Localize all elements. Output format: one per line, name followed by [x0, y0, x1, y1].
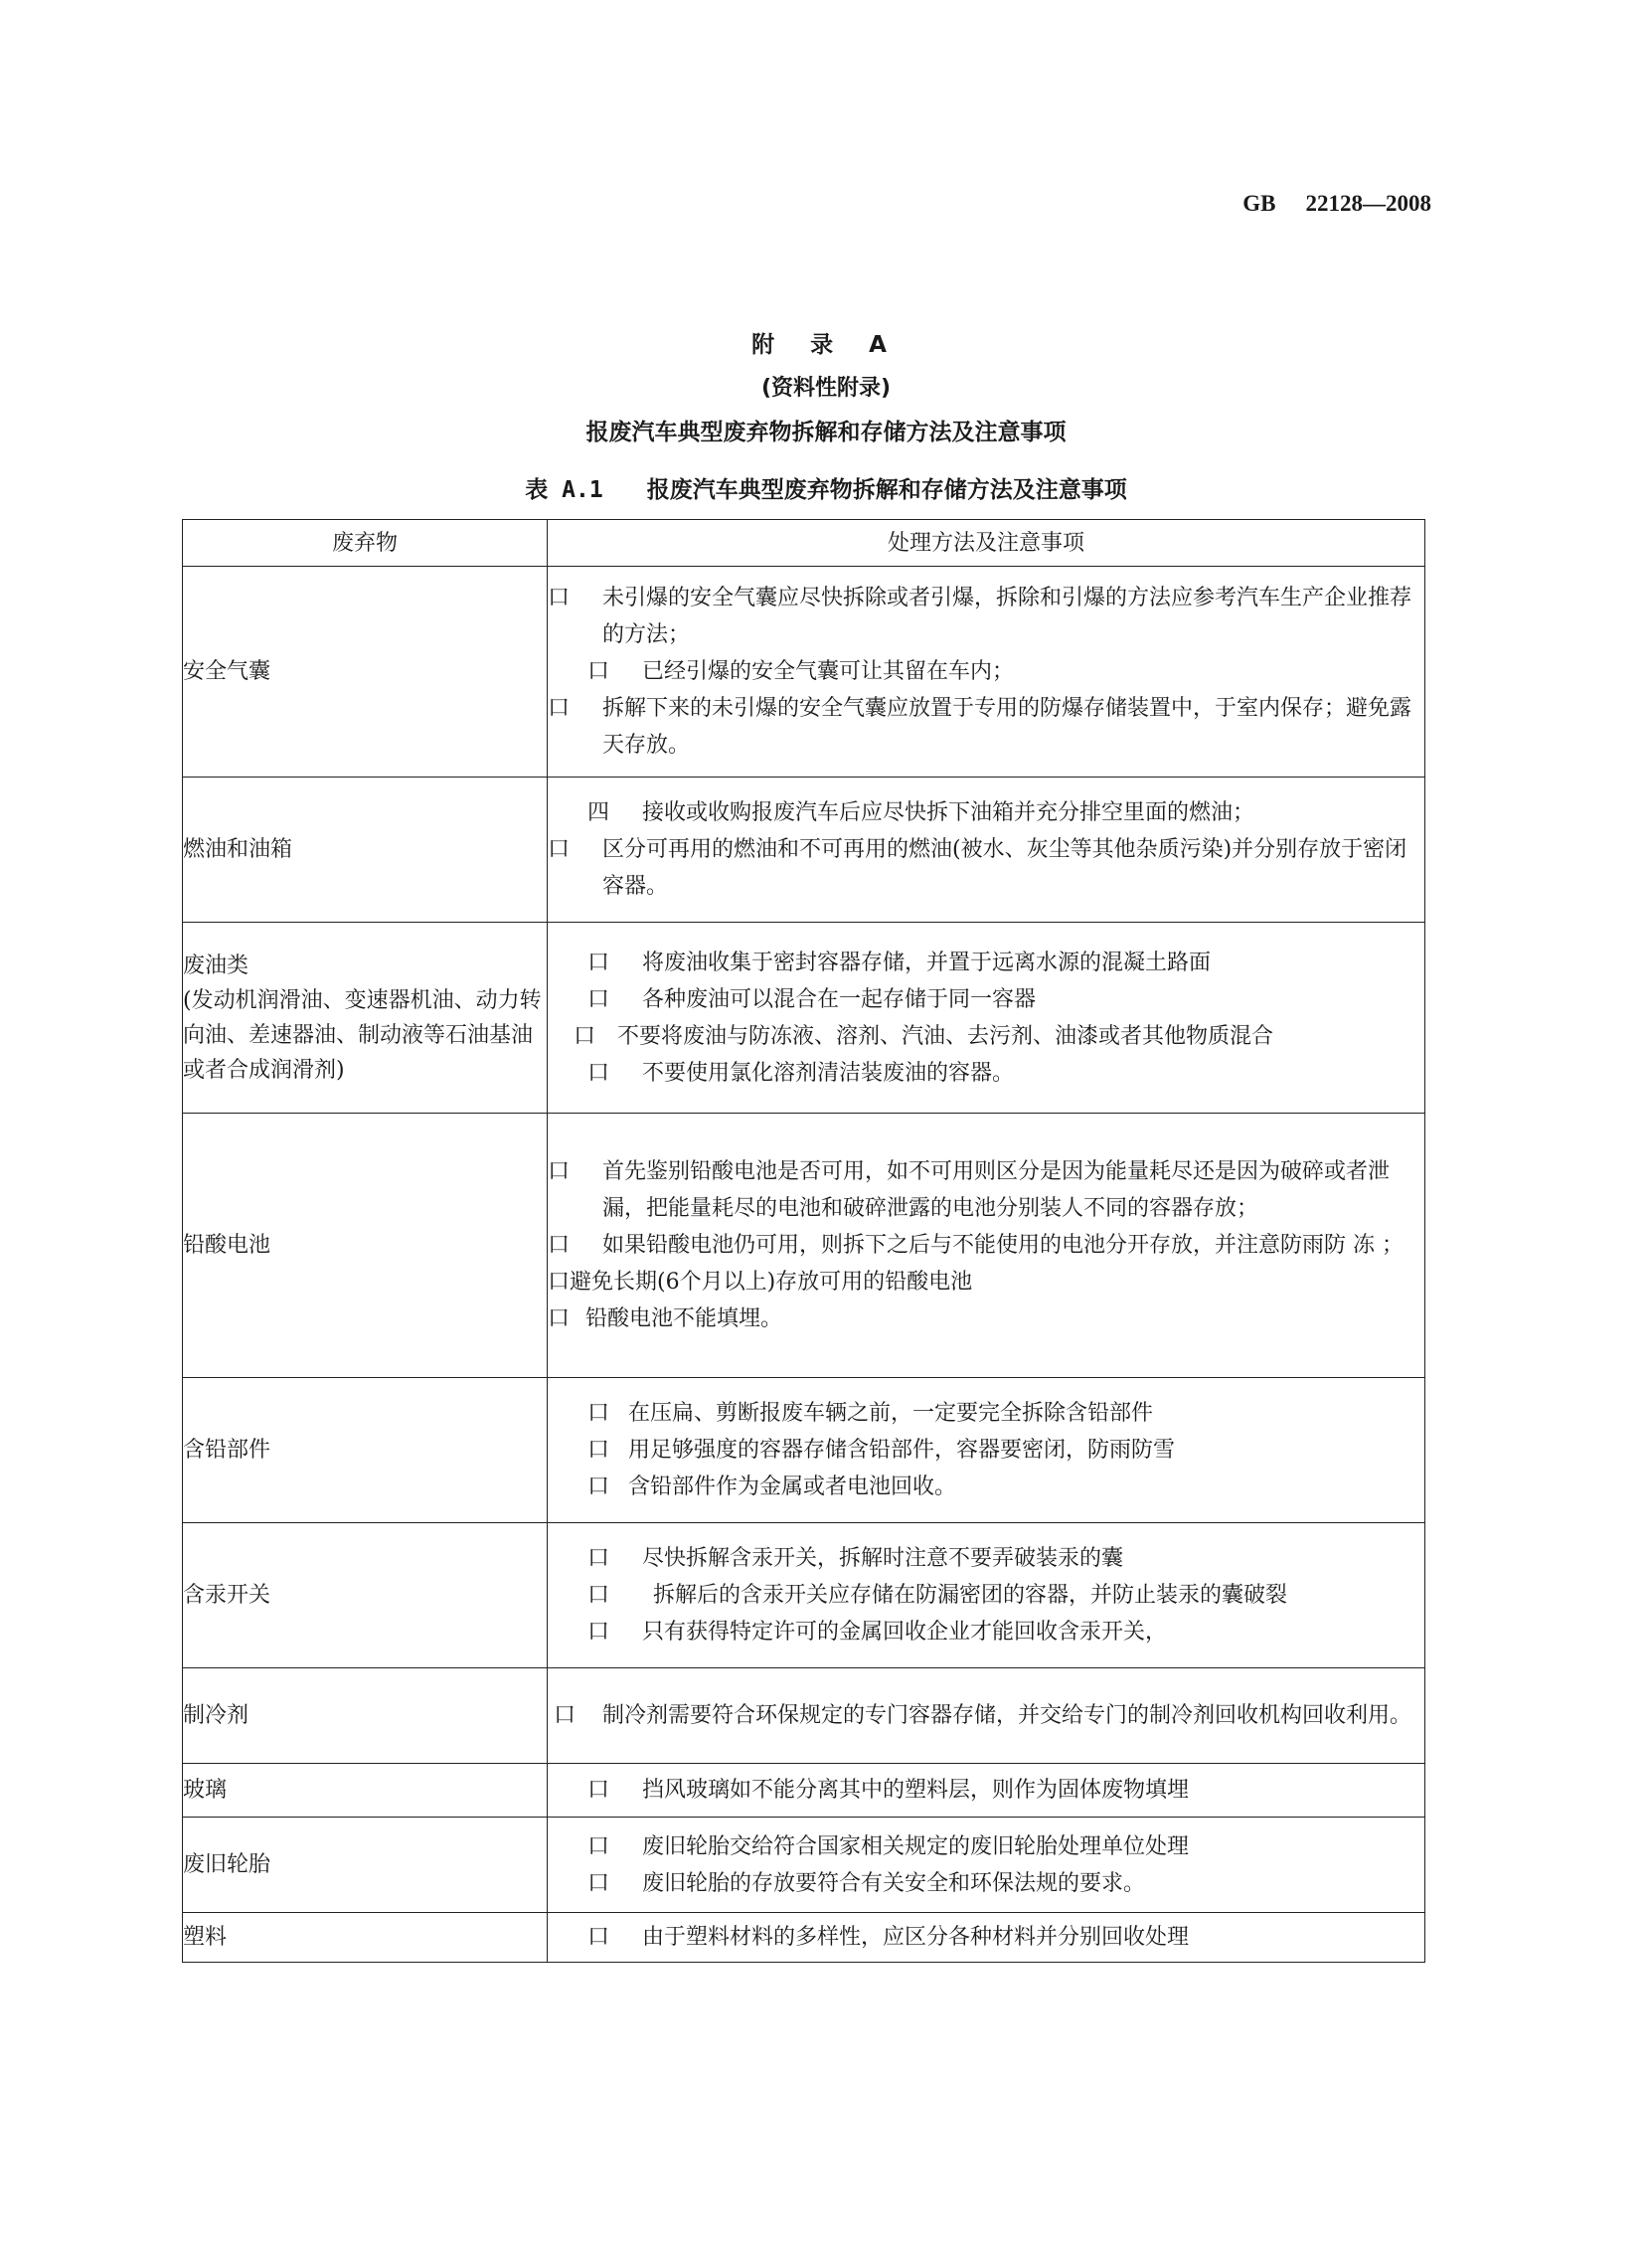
item-text: 首先鉴别铅酸电池是否可用，如不可用则区分是因为能量耗尽还是因为破碎或者泄漏，把能量耗尽的电池和破碎泄露的电池分别装人不同的容器存放；: [602, 1159, 1391, 1221]
waste-cell: 玻璃: [183, 1764, 548, 1818]
item-text: 各种废油可以混合在一起存储于同一容器: [642, 986, 1037, 1012]
method-cell: [548, 1913, 1425, 1963]
method-cell: [548, 1668, 1425, 1764]
method-cell: [548, 923, 1425, 1114]
table-row: [183, 1523, 1425, 1668]
list-item: [548, 945, 1424, 981]
table-row: [183, 1913, 1425, 1963]
list-item: [548, 1919, 1424, 1956]
item-text: 含铅部件作为金属或者电池回收。: [628, 1474, 957, 1499]
item-text: 挡风玻璃如不能分离其中的塑料层，则作为固体废物填埋: [642, 1778, 1190, 1803]
checkbox-glyph: 口: [548, 696, 571, 721]
table-header-row: [183, 520, 1425, 567]
method-cell: [548, 1114, 1425, 1378]
checkbox-glyph: 口: [587, 1060, 610, 1086]
list-item: [548, 831, 1424, 905]
checkbox-glyph: 口: [548, 837, 571, 862]
waste-cell: 含汞开关: [183, 1523, 548, 1668]
list-item: [548, 580, 1424, 653]
checkbox-glyph: 口: [574, 1023, 596, 1049]
checkbox-glyph: 口: [587, 950, 610, 975]
item-text: 废旧轮胎交给符合国家相关规定的废旧轮胎处理单位处理: [642, 1833, 1190, 1859]
item-text: 不要使用氯化溶剂清洁装废油的容器。: [642, 1060, 1015, 1086]
appendix-titles: [0, 323, 1652, 454]
table-row: [183, 567, 1425, 778]
list-item: [548, 690, 1424, 764]
list-item: [548, 1577, 1424, 1614]
item-text: 不要将废油与防冻液、溶剂、汽油、去污剂、油漆或者其他物质混合: [617, 1023, 1274, 1049]
checkbox-glyph: 口: [587, 1583, 610, 1608]
checkbox-glyph: 口: [554, 1703, 577, 1728]
waste-cell: 铅酸电池: [183, 1114, 548, 1378]
checkbox-glyph: 口: [548, 1159, 571, 1184]
item-text: 区分可再用的燃油和不可再用的燃油(被水、灰尘等其他杂质污染)并分别存放于密闭容器。: [602, 837, 1407, 899]
item-text: 已经引爆的安全气囊可让其留在车内；: [642, 659, 1015, 684]
list-item: [548, 1395, 1424, 1432]
checkbox-glyph: 口: [587, 1620, 610, 1645]
checkbox-glyph: 口: [587, 1546, 610, 1571]
waste-cell: 制冷剂: [183, 1668, 548, 1764]
list-item: [548, 1772, 1424, 1809]
item-text: 用足够强度的容器存储含铅部件，容器要密闭，防雨防雪: [628, 1438, 1176, 1463]
waste-cell: 含铅部件: [183, 1378, 548, 1523]
item-text: 在压扁、剪断报废车辆之前，一定要完全拆除含铅部件: [628, 1401, 1154, 1426]
table-row: [183, 1764, 1425, 1818]
waste-cell: 废旧轮胎: [183, 1818, 548, 1913]
standard-prefix: GB: [1242, 191, 1276, 216]
method-cell: [548, 567, 1425, 778]
list-item: [548, 1153, 1424, 1227]
item-text: 如果铅酸电池仍可用，则拆下之后与不能使用的电池分开存放，并注意防雨防 冻 ；: [602, 1233, 1404, 1258]
list-item: [548, 1697, 1424, 1734]
method-cell: [548, 1523, 1425, 1668]
item-text: 拆解下来的未引爆的安全气囊应放置于专用的防爆存储装置中，于室内保存；避免露天存放。: [602, 696, 1412, 758]
list-item: [548, 1469, 1424, 1505]
waste-cell: [183, 923, 548, 1114]
item-text: 废旧轮胎的存放要符合有关安全和环保法规的要求。: [642, 1870, 1146, 1896]
checkbox-glyph: 口: [587, 1870, 610, 1896]
table-row: [183, 1668, 1425, 1764]
checkbox-glyph: 口: [587, 1401, 610, 1426]
method-cell: [548, 1378, 1425, 1523]
appendix-title: 附 录 A: [751, 332, 901, 358]
method-cell: [548, 1764, 1425, 1818]
appendix-subtitle: (资料性附录): [760, 376, 892, 401]
list-item: [548, 794, 1424, 831]
method-cell: [548, 778, 1425, 923]
list-item: [548, 1540, 1424, 1577]
list-item: [548, 1264, 1424, 1301]
table-row: [183, 1114, 1425, 1378]
header-method: 处理方法及注意事项: [548, 520, 1425, 567]
standard-code: [1143, 191, 1431, 217]
checkbox-glyph: 口: [548, 1306, 571, 1331]
checkbox-glyph: 口: [587, 659, 610, 684]
checkbox-glyph: 口: [548, 1270, 571, 1295]
header-waste: 废弃物: [183, 520, 548, 567]
item-text: 由于塑料材料的多样性，应区分各种材料并分别回收处理: [642, 1925, 1190, 1950]
item-text: 将废油收集于密封容器存储，并置于远离水源的混凝土路面: [642, 950, 1212, 975]
table-caption-id: 表 A.1: [525, 477, 603, 503]
item-text: 未引爆的安全气囊应尽快拆除或者引爆，拆除和引爆的方法应参考汽车生产企业推荐的方法；: [602, 586, 1412, 647]
table-row: [183, 1378, 1425, 1523]
checkbox-glyph: 口: [548, 586, 571, 610]
list-item: [548, 1828, 1424, 1865]
waste-detail: (发动机润滑油、变速器机油、动力转向油、差速器油、制动液等石油基油或者合成润滑剂): [183, 987, 542, 1083]
checkbox-glyph: 口: [548, 1233, 571, 1258]
item-text: 铅酸电池不能填埋。: [585, 1306, 783, 1331]
list-item: [548, 1227, 1424, 1264]
checkbox-glyph: 口: [587, 1438, 610, 1463]
list-item: [548, 1614, 1424, 1650]
checkbox-glyph: 口: [587, 1778, 610, 1803]
checkbox-glyph: 口: [587, 1833, 610, 1859]
item-text: 接收或收购报废汽车后应尽快拆下油箱并充分排空里面的燃油；: [642, 800, 1255, 825]
standard-number: 22128—2008: [1305, 191, 1431, 216]
table-caption: [0, 471, 1652, 504]
checkbox-glyph: 口: [587, 986, 610, 1012]
table-row: [183, 923, 1425, 1114]
table-row: [183, 778, 1425, 923]
list-item: [548, 1865, 1424, 1902]
method-cell: [548, 1818, 1425, 1913]
table-caption-title: 报废汽车典型废弃物拆解和存储方法及注意事项: [646, 477, 1127, 503]
waste-cell: 安全气囊: [183, 567, 548, 778]
list-item: [548, 1301, 1424, 1337]
list-item: [548, 981, 1424, 1018]
item-text: 拆解后的含汞开关应存储在防漏密团的容器，并防止装汞的囊破裂: [653, 1583, 1288, 1608]
item-text: 只有获得特定许可的金属回收企业才能回收含汞开关，: [642, 1620, 1168, 1645]
item-text: 避免长期(6个月以上)存放可用的铅酸电池: [570, 1270, 973, 1295]
checkbox-glyph: 口: [587, 1474, 610, 1499]
checkbox-glyph: 四: [587, 800, 610, 825]
item-text: 尽快拆解含汞开关，拆解时注意不要弄破装汞的囊: [642, 1546, 1124, 1571]
list-item: [548, 653, 1424, 690]
disposal-table: [182, 519, 1425, 1963]
table-row: [183, 1818, 1425, 1913]
appendix-heading: 报废汽车典型废弃物拆解和存储方法及注意事项: [585, 420, 1067, 445]
checkbox-glyph: 口: [587, 1925, 610, 1950]
waste-cell: 燃油和油箱: [183, 778, 548, 923]
list-item: [548, 1018, 1424, 1055]
waste-name: 废油类: [183, 953, 249, 978]
list-item: [548, 1055, 1424, 1092]
item-text: 制冷剂需要符合环保规定的专门容器存储，并交给专门的制冷剂回收机构回收利用。: [602, 1703, 1412, 1728]
list-item: [548, 1432, 1424, 1469]
waste-cell: 塑料: [183, 1913, 548, 1963]
